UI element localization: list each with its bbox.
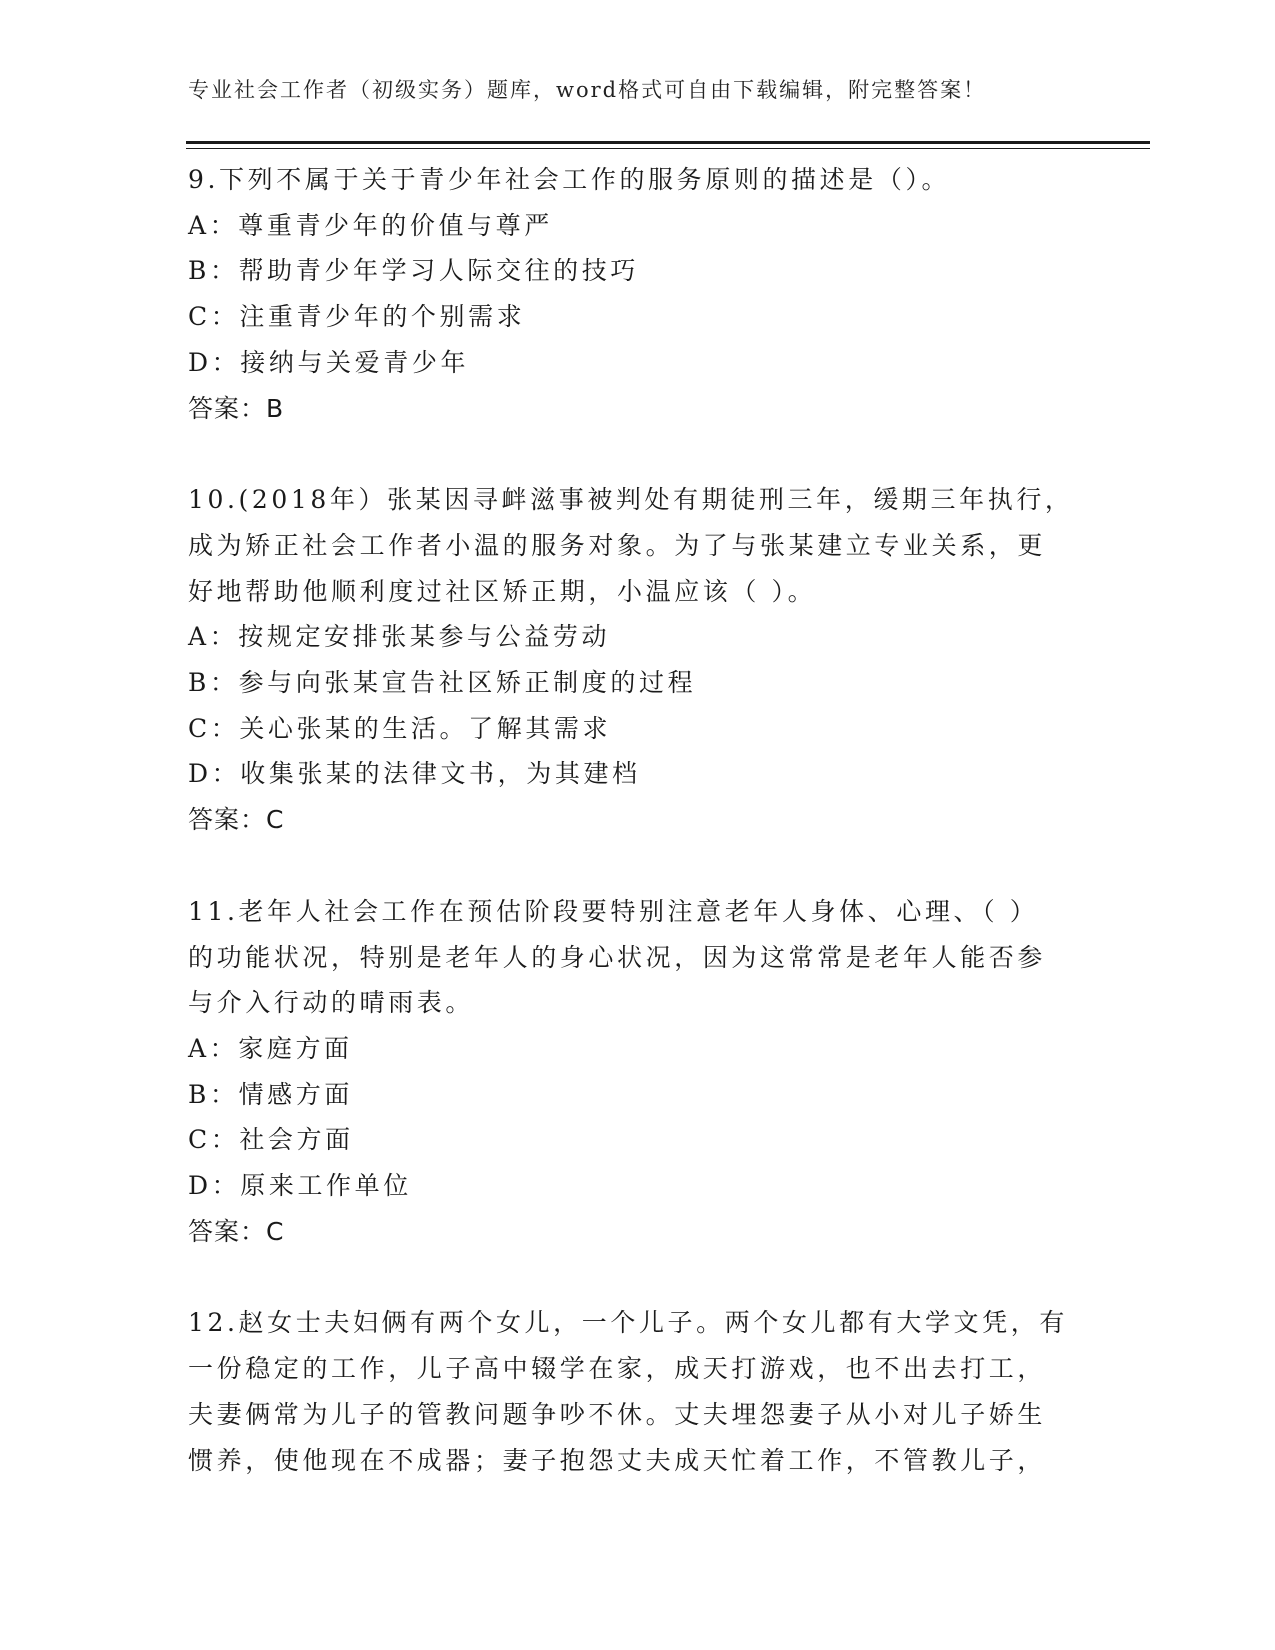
- option-a: A：尊重青少年的价值与尊严: [188, 210, 553, 240]
- question-stem: 惯养，使他现在不成器；妻子抱怨丈夫成天忙着工作，不管教儿子，: [188, 1445, 1047, 1475]
- question-stem: 好地帮助他顺利度过社区矫正期，小温应该（ ）。: [188, 576, 817, 606]
- question-10: [188, 477, 1088, 843]
- option-b: B：参与向张某宣告社区矫正制度的过程: [188, 668, 697, 698]
- option-b: B：情感方面: [188, 1079, 353, 1109]
- question-12: [188, 1300, 1088, 1483]
- option-c: C：注重青少年的个别需求: [188, 302, 526, 332]
- option-c: C：社会方面: [188, 1125, 354, 1155]
- question-stem: 9.下列不属于关于青少年社会工作的服务原则的描述是（）。: [188, 165, 951, 194]
- answer-line: 答案：B: [188, 393, 285, 423]
- question-9: [188, 157, 1088, 431]
- question-stem: 11.老年人社会工作在预估阶段要特别注意老年人身体、心理、（ ）: [188, 896, 1039, 926]
- option-a: A：按规定安排张某参与公益劳动: [188, 622, 611, 652]
- question-stem: 夫妻俩常为儿子的管教问题争吵不休。丈夫埋怨妻子从小对儿子娇生: [188, 1399, 1047, 1429]
- option-b: B：帮助青少年学习人际交往的技巧: [188, 256, 639, 286]
- question-11: [188, 889, 1088, 1255]
- question-stem: 一份稳定的工作，儿子高中辍学在家，成天打游戏，也不出去打工，: [188, 1354, 1047, 1384]
- option-a: A：家庭方面: [188, 1033, 353, 1063]
- answer-line: 答案：C: [188, 805, 285, 835]
- question-list: [188, 157, 1088, 1483]
- question-stem: 与介入行动的晴雨表。: [188, 988, 475, 1018]
- answer-line: 答案：C: [188, 1216, 285, 1246]
- page-header: 专业社会工作者（初级实务）题库，word格式可自由下载编辑，附完整答案！: [188, 78, 987, 102]
- question-stem: 的功能状况，特别是老年人的身心状况，因为这常常是老年人能否参: [188, 942, 1047, 972]
- header-divider-thick: [186, 141, 1150, 144]
- option-d: D：原来工作单位: [188, 1171, 412, 1201]
- header-divider-thin: [186, 148, 1150, 149]
- question-stem: 12.赵女士夫妇俩有两个女儿，一个儿子。两个女儿都有大学文凭，有: [188, 1308, 1068, 1338]
- question-stem: 成为矫正社会工作者小温的服务对象。为了与张某建立专业关系，更: [188, 530, 1047, 560]
- question-stem: 10.(2018年）张某因寻衅滋事被判处有期徒刑三年，缓期三年执行，: [188, 485, 1074, 515]
- option-c: C：关心张某的生活。了解其需求: [188, 713, 612, 743]
- option-d: D：接纳与关爱青少年: [188, 347, 470, 377]
- option-d: D：收集张某的法律文书，为其建档: [188, 759, 641, 789]
